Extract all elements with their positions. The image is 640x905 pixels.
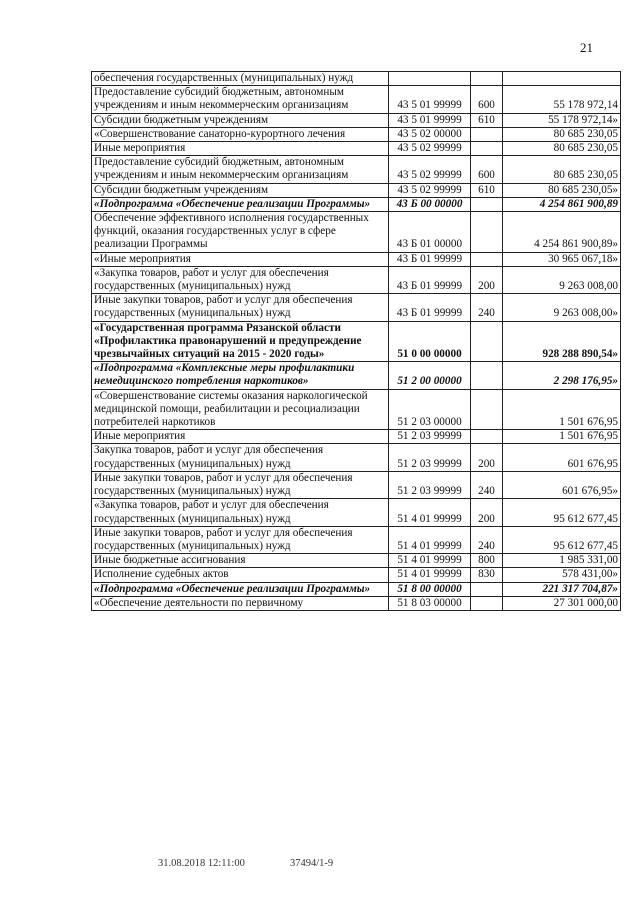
cell-name: Иные мероприятия <box>92 430 389 444</box>
cell-name: «Совершенствование санаторно-курортного лечения <box>92 127 389 141</box>
cell-budget-code: 43 5 02 00000 <box>389 127 471 141</box>
cell-expense-type: 200 <box>471 499 503 526</box>
cell-name: Иные мероприятия <box>92 142 389 156</box>
cell-expense-type <box>471 197 503 211</box>
cell-budget-code: 43 Б 00 00000 <box>389 197 471 211</box>
table-row <box>92 156 621 183</box>
budget-table-body <box>92 72 621 611</box>
table-row <box>92 183 621 197</box>
cell-name: «Иные мероприятия <box>92 252 389 266</box>
cell-budget-code: 43 Б 01 00000 <box>389 212 471 253</box>
cell-amount: 928 288 890,54» <box>503 321 621 362</box>
table-row <box>92 86 621 113</box>
cell-budget-code: 43 5 01 99999 <box>389 86 471 113</box>
table-row <box>92 596 621 610</box>
cell-amount: 601 676,95 <box>503 444 621 471</box>
cell-name: Закупка товаров, работ и услуг для обеспечения государственных (муниципальных) нужд <box>92 444 389 471</box>
table-row <box>92 568 621 582</box>
cell-expense-type <box>471 430 503 444</box>
cell-budget-code: 51 8 00 00000 <box>389 582 471 596</box>
cell-amount: 9 263 008,00» <box>503 294 621 321</box>
cell-name: Иные бюджетные ассигнования <box>92 554 389 568</box>
cell-expense-type <box>471 127 503 141</box>
cell-name: Иные закупки товаров, работ и услуг для обеспечения государственных (муниципальных) нужд <box>92 471 389 498</box>
table-row <box>92 526 621 553</box>
cell-expense-type: 600 <box>471 156 503 183</box>
cell-name: «Подпрограмма «Обеспечение реализации Программы» <box>92 197 389 211</box>
cell-amount: 2 298 176,95» <box>503 362 621 389</box>
cell-budget-code: 43 Б 01 99999 <box>389 266 471 293</box>
footer-doc-id: 37494/1-9 <box>290 858 334 869</box>
cell-expense-type: 600 <box>471 86 503 113</box>
cell-amount: 80 685 230,05» <box>503 183 621 197</box>
cell-name: Иные закупки товаров, работ и услуг для обеспечения государственных (муниципальных) нужд <box>92 526 389 553</box>
table-row <box>92 389 621 430</box>
table-row <box>92 499 621 526</box>
table-row <box>92 127 621 141</box>
table-row <box>92 430 621 444</box>
cell-expense-type: 830 <box>471 568 503 582</box>
cell-budget-code: 43 5 02 99999 <box>389 142 471 156</box>
cell-expense-type: 200 <box>471 444 503 471</box>
footer-date: 31.08.2018 12:11:00 <box>158 858 245 869</box>
cell-budget-code: 51 2 00 00000 <box>389 362 471 389</box>
cell-amount: 80 685 230,05 <box>503 142 621 156</box>
cell-name: Предоставление субсидий бюджетным, автономным учреждениям и иным некоммерческим организациям <box>92 156 389 183</box>
cell-budget-code: 51 2 03 99999 <box>389 471 471 498</box>
cell-expense-type: 240 <box>471 294 503 321</box>
cell-amount: 9 263 008,00 <box>503 266 621 293</box>
cell-name: обеспечения государственных (муниципальных) нужд <box>92 72 389 86</box>
table-row <box>92 113 621 127</box>
cell-expense-type: 610 <box>471 183 503 197</box>
cell-name: Субсидии бюджетным учреждениям <box>92 113 389 127</box>
cell-budget-code: 43 5 02 99999 <box>389 183 471 197</box>
cell-budget-code: 43 5 01 99999 <box>389 113 471 127</box>
table-row <box>92 142 621 156</box>
table-row <box>92 212 621 253</box>
cell-name: Иные закупки товаров, работ и услуг для обеспечения государственных (муниципальных) нужд <box>92 294 389 321</box>
cell-name: «Закупка товаров, работ и услуг для обеспечения государственных (муниципальных) нужд <box>92 499 389 526</box>
cell-amount: 1 985 331,00 <box>503 554 621 568</box>
cell-budget-code: 51 4 01 99999 <box>389 526 471 553</box>
cell-amount: 4 254 861 900,89» <box>503 212 621 253</box>
cell-name: «Обеспечение деятельности по первичному <box>92 596 389 610</box>
cell-expense-type <box>471 142 503 156</box>
cell-budget-code: 43 5 02 99999 <box>389 156 471 183</box>
cell-budget-code: 51 8 03 00000 <box>389 596 471 610</box>
cell-expense-type: 800 <box>471 554 503 568</box>
table-row <box>92 554 621 568</box>
table-row <box>92 266 621 293</box>
cell-expense-type <box>471 582 503 596</box>
cell-amount: 601 676,95» <box>503 471 621 498</box>
cell-expense-type <box>471 389 503 430</box>
cell-name: «Закупка товаров, работ и услуг для обеспечения государственных (муниципальных) нужд <box>92 266 389 293</box>
cell-amount: 80 685 230,05 <box>503 127 621 141</box>
cell-amount: 95 612 677,45 <box>503 526 621 553</box>
cell-expense-type <box>471 252 503 266</box>
table-row <box>92 444 621 471</box>
table-row <box>92 321 621 362</box>
cell-budget-code: 51 4 01 99999 <box>389 499 471 526</box>
cell-amount: 30 965 067,18» <box>503 252 621 266</box>
cell-amount: 578 431,00» <box>503 568 621 582</box>
cell-amount: 55 178 972,14» <box>503 113 621 127</box>
cell-amount: 221 317 704,87» <box>503 582 621 596</box>
cell-amount: 4 254 861 900,89 <box>503 197 621 211</box>
cell-budget-code: 51 2 03 99999 <box>389 444 471 471</box>
page-number: 21 <box>580 40 593 55</box>
table-row <box>92 197 621 211</box>
table-row <box>92 252 621 266</box>
cell-budget-code: 51 2 03 99999 <box>389 430 471 444</box>
cell-budget-code: 51 0 00 00000 <box>389 321 471 362</box>
cell-budget-code: 51 4 01 99999 <box>389 554 471 568</box>
cell-expense-type: 240 <box>471 526 503 553</box>
cell-budget-code: 51 2 03 00000 <box>389 389 471 430</box>
cell-expense-type: 200 <box>471 266 503 293</box>
cell-expense-type <box>471 362 503 389</box>
table-row <box>92 582 621 596</box>
cell-name: «Совершенствование системы оказания наркологической медицинской помощи, реабилитации и ресоциализации потребителей наркотиков <box>92 389 389 430</box>
cell-amount: 95 612 677,45 <box>503 499 621 526</box>
cell-amount: 27 301 000,00 <box>503 596 621 610</box>
cell-amount: 1 501 676,95 <box>503 430 621 444</box>
cell-name: «Государственная программа Рязанской области «Профилактика правонарушений и предупреждение чрезвычайных ситуаций на 2015 - 2020 годы» <box>92 321 389 362</box>
cell-expense-type <box>471 596 503 610</box>
cell-expense-type: 610 <box>471 113 503 127</box>
table-row <box>92 362 621 389</box>
cell-amount: 80 685 230,05 <box>503 156 621 183</box>
cell-budget-code: 43 Б 01 99999 <box>389 294 471 321</box>
cell-budget-code: 43 Б 01 99999 <box>389 252 471 266</box>
cell-expense-type <box>471 212 503 253</box>
cell-name: Предоставление субсидий бюджетным, автономным учреждениям и иным некоммерческим организациям <box>92 86 389 113</box>
table-row <box>92 72 621 86</box>
cell-name: Обеспечение эффективного исполнения государственных функций, оказания государственных услуг в сфере реализации Программы <box>92 212 389 253</box>
table-row <box>92 294 621 321</box>
cell-amount <box>503 72 621 86</box>
table-row <box>92 471 621 498</box>
cell-name: «Подпрограмма «Обеспечение реализации Программы» <box>92 582 389 596</box>
cell-name: Субсидии бюджетным учреждениям <box>92 183 389 197</box>
cell-budget-code: 51 4 01 99999 <box>389 568 471 582</box>
budget-table <box>91 71 621 611</box>
cell-expense-type: 240 <box>471 471 503 498</box>
cell-name: «Подпрограмма «Комплексные меры профилактики немедицинского потребления наркотиков» <box>92 362 389 389</box>
cell-expense-type <box>471 321 503 362</box>
cell-budget-code <box>389 72 471 86</box>
cell-amount: 55 178 972,14 <box>503 86 621 113</box>
cell-name: Исполнение судебных актов <box>92 568 389 582</box>
cell-amount: 1 501 676,95 <box>503 389 621 430</box>
cell-expense-type <box>471 72 503 86</box>
